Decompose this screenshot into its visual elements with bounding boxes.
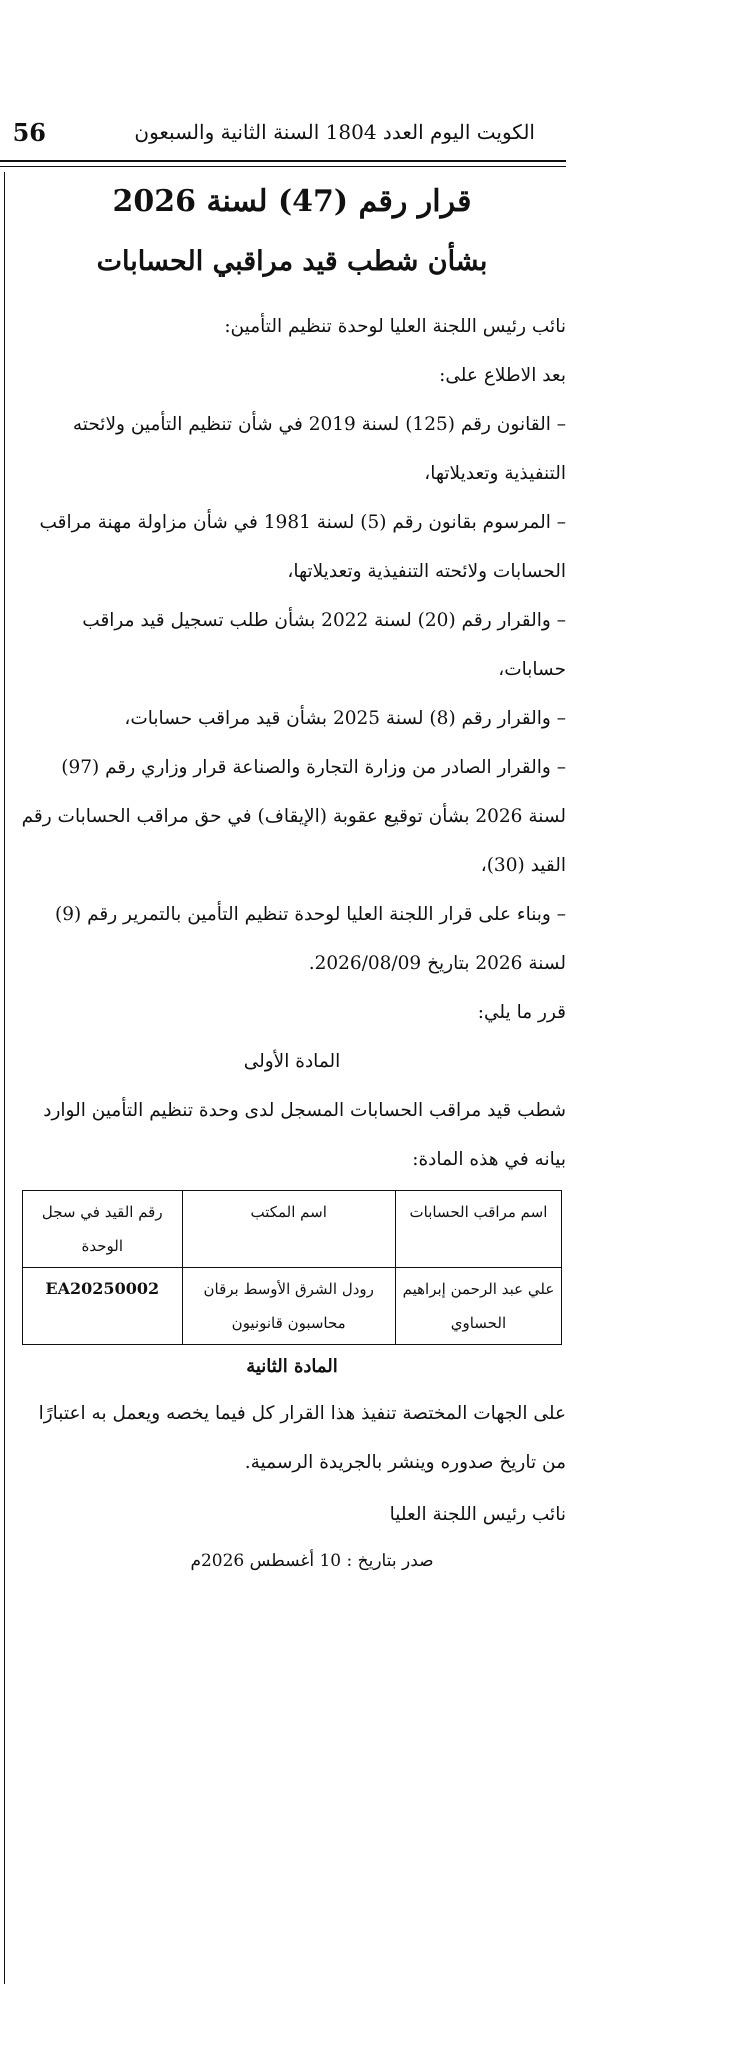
page-header: [0, 118, 744, 158]
office-name-cell: رودل الشرق الأوسط برقان محاسبون قانونيون: [182, 1268, 395, 1345]
decision-subject: بشأن شطب قيد مراقبي الحسابات: [96, 246, 488, 277]
decision-title: قرار رقم (47) لسنة 2026: [112, 184, 472, 219]
issue-date: صدر بتاريخ : 10 أغسطس 2026م: [190, 1551, 434, 1571]
page-number: 56: [12, 118, 46, 147]
recital-item: – والقرار رقم (8) لسنة 2025 بشأن قيد مراقب حسابات،: [124, 708, 566, 729]
after-review-line: بعد الاطلاع على:: [439, 365, 566, 386]
table-row: [23, 1268, 562, 1345]
column-header: رقم القيد في سجل الوحدة: [23, 1191, 183, 1268]
recital-item: – والقرار رقم (20) لسنة 2022 بشأن طلب تسجيل قيد مراقب حسابات،: [82, 610, 566, 680]
column-border: [4, 172, 5, 1984]
article-1-heading: المادة الأولى: [243, 1051, 341, 1072]
header-rule-thick: [0, 160, 566, 162]
gazette-header-title: الكويت اليوم العدد 1804 السنة الثانية والسبعون: [134, 120, 535, 144]
recital-item: – المرسوم بقانون رقم (5) لسنة 1981 في شأن مزاولة مهنة مراقب الحسابات ولائحته التنفيذية وتعديلاتها،: [39, 512, 566, 582]
article-1-text: شطب قيد مراقب الحسابات المسجل لدى وحدة تنظيم التأمين الوارد بيانه في هذه المادة:: [43, 1100, 566, 1170]
signer-title: نائب رئيس اللجنة العليا: [389, 1504, 566, 1525]
column-header: اسم المكتب: [182, 1191, 395, 1268]
table-header-row: [23, 1191, 562, 1268]
decision-body: [18, 172, 566, 1571]
issuer-line: نائب رئيس اللجنة العليا لوحدة تنظيم التأمين:: [224, 316, 566, 337]
recital-item: – القانون رقم (125) لسنة 2019 في شأن تنظيم التأمين ولائحته التنفيذية وتعديلاتها،: [72, 414, 566, 484]
header-rule-thin: [0, 166, 566, 167]
article-2-heading: المادة الثانية: [246, 1356, 338, 1377]
recital-item: – وبناء على قرار اللجنة العليا لوحدة تنظيم التأمين بالتمرير رقم (9) لسنة 2026 بتاريخ 2026/08/09.: [54, 904, 566, 974]
auditor-name-cell: علي عبد الرحمن إبراهيم الحساوي: [395, 1268, 561, 1345]
article-2-text: على الجهات المختصة تنفيذ هذا القرار كل فيما يخصه ويعمل به اعتبارًا من تاريخ صدوره وينشر بالجريدة الرسمية.: [38, 1403, 566, 1473]
recital-item: – والقرار الصادر من وزارة التجارة والصناعة قرار وزاري رقم (97) لسنة 2026 بشأن توقيع عقوبة (الإيقاف) في حق مراقب الحسابات رقم القيد (30)،: [21, 757, 566, 876]
decided-line: قرر ما يلي:: [477, 1002, 566, 1023]
column-header: اسم مراقب الحسابات: [395, 1191, 561, 1268]
registration-number-cell: EA20250002: [23, 1268, 183, 1345]
struck-auditors-table: [22, 1190, 562, 1345]
